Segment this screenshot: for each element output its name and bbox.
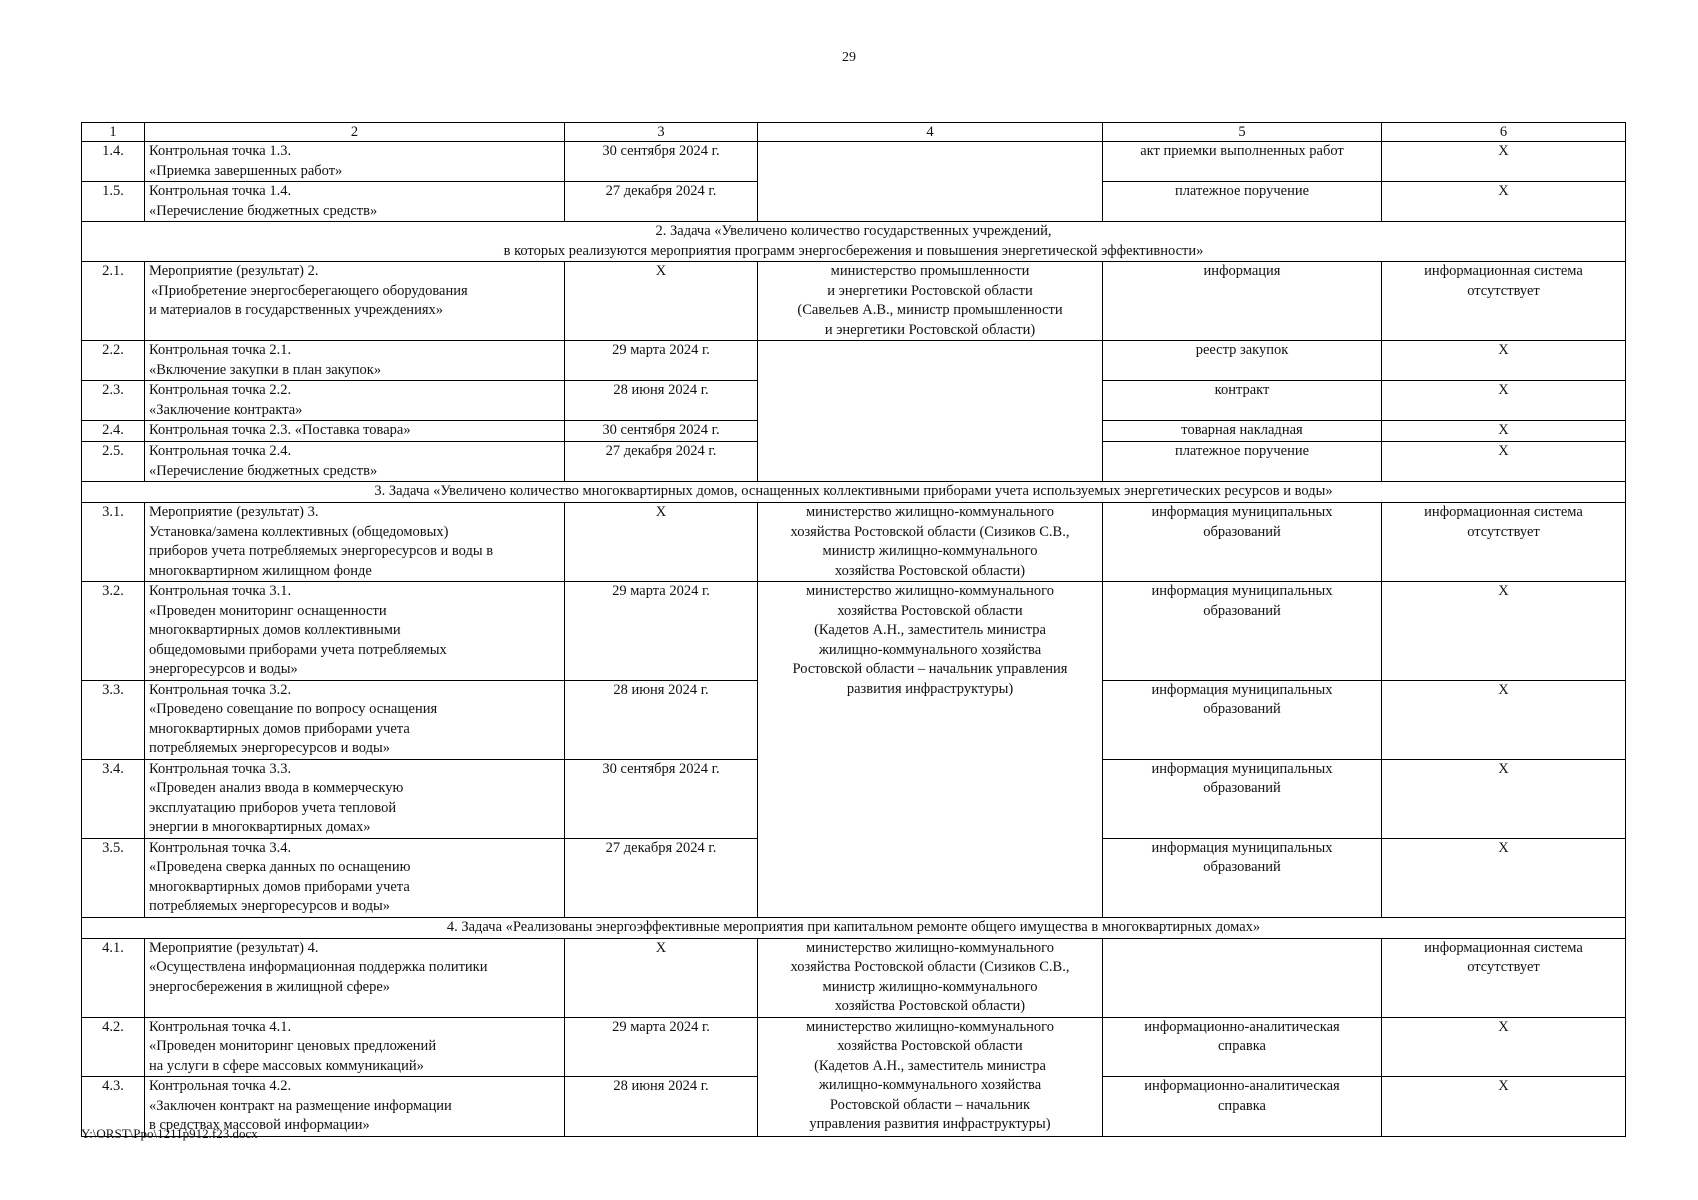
row-number: 3.4. — [82, 759, 145, 838]
row-number: 2.1. — [82, 262, 145, 341]
row-responsible: министерство жилищно-коммунального хозяйства Ростовской области (Кадетов А.Н., заместитель министра жилищно-коммунального хозяйства Ростовской области – начальник управления развития инфраструктуры) — [758, 582, 1103, 918]
table-row — [82, 582, 1626, 681]
task-heading-row — [82, 917, 1626, 938]
row-responsible: министерство жилищно-коммунального хозяйства Ростовской области (Сизиков С.В., министр жилищно-коммунального хозяйства Ростовской области) — [758, 938, 1103, 1017]
row-date: X — [565, 938, 758, 1017]
row-date: 28 июня 2024 г. — [565, 1077, 758, 1137]
row-name: Контрольная точка 2.2. «Заключение контракта» — [145, 381, 565, 421]
row-number: 3.5. — [82, 838, 145, 917]
row-system: информационная система отсутствует — [1382, 938, 1626, 1017]
row-document: реестр закупок — [1103, 341, 1382, 381]
row-system: X — [1382, 142, 1626, 182]
row-document: информация муниципальных образований — [1103, 503, 1382, 582]
row-date: 27 декабря 2024 г. — [565, 442, 758, 482]
row-document: информация — [1103, 262, 1382, 341]
row-number: 3.3. — [82, 680, 145, 759]
row-system: X — [1382, 182, 1626, 222]
row-system: X — [1382, 1017, 1626, 1077]
row-system: X — [1382, 442, 1626, 482]
row-name: Контрольная точка 3.2. «Проведено совещание по вопросу оснащения многоквартирных домов приборами учета потребляемых энергоресурсов и воды» — [145, 680, 565, 759]
column-header: 1 — [82, 123, 145, 142]
row-date: 29 марта 2024 г. — [565, 582, 758, 681]
row-name: Контрольная точка 3.3. «Проведен анализ ввода в коммерческую эксплуатацию приборов учета тепловой энергии в многоквартирных домах» — [145, 759, 565, 838]
row-document: платежное поручение — [1103, 442, 1382, 482]
row-document: акт приемки выполненных работ — [1103, 142, 1382, 182]
table-row — [82, 938, 1626, 1017]
table-header-row — [82, 123, 1626, 142]
row-number: 2.5. — [82, 442, 145, 482]
row-document: информация муниципальных образований — [1103, 838, 1382, 917]
row-responsible: министерство промышленности и энергетики Ростовской области (Савельев А.В., министр промышленности и энергетики Ростовской области) — [758, 262, 1103, 341]
row-name: Контрольная точка 1.3. «Приемка завершенных работ» — [145, 142, 565, 182]
row-date: X — [565, 503, 758, 582]
row-name: Контрольная точка 3.4. «Проведена сверка данных по оснащению многоквартирных домов приборами учета потребляемых энергоресурсов и воды» — [145, 838, 565, 917]
row-system: информационная система отсутствует — [1382, 262, 1626, 341]
row-name: Контрольная точка 4.2. «Заключен контракт на размещение информации в средствах массовой информации» — [145, 1077, 565, 1137]
row-number: 2.4. — [82, 421, 145, 442]
row-date: 30 сентября 2024 г. — [565, 759, 758, 838]
row-system: X — [1382, 759, 1626, 838]
task-heading-row — [82, 222, 1626, 262]
table-row — [82, 341, 1626, 381]
row-date: 27 декабря 2024 г. — [565, 182, 758, 222]
row-system: X — [1382, 341, 1626, 381]
row-system: информационная система отсутствует — [1382, 503, 1626, 582]
column-header: 3 — [565, 123, 758, 142]
row-date: 30 сентября 2024 г. — [565, 421, 758, 442]
column-header: 4 — [758, 123, 1103, 142]
row-date: 30 сентября 2024 г. — [565, 142, 758, 182]
task-heading: 3. Задача «Увеличено количество многоквартирных домов, оснащенных коллективными приборами учета используемых энергетических ресурсов и воды» — [82, 482, 1626, 503]
row-number: 2.3. — [82, 381, 145, 421]
row-system: X — [1382, 680, 1626, 759]
row-number: 1.4. — [82, 142, 145, 182]
row-name: Контрольная точка 2.3. «Поставка товара» — [145, 421, 565, 442]
control-points-table — [81, 122, 1626, 1137]
row-number: 4.1. — [82, 938, 145, 1017]
row-date: 28 июня 2024 г. — [565, 680, 758, 759]
row-document: информация муниципальных образований — [1103, 582, 1382, 681]
row-system: X — [1382, 1077, 1626, 1137]
row-number: 1.5. — [82, 182, 145, 222]
row-date: X — [565, 262, 758, 341]
row-name: Контрольная точка 1.4. «Перечисление бюджетных средств» — [145, 182, 565, 222]
row-document: контракт — [1103, 381, 1382, 421]
row-number: 4.2. — [82, 1017, 145, 1077]
row-responsible: министерство жилищно-коммунального хозяйства Ростовской области (Кадетов А.Н., заместитель министра жилищно-коммунального хозяйства Ростовской области – начальник управления развития инфраструктуры) — [758, 1017, 1103, 1136]
row-responsible: министерство жилищно-коммунального хозяйства Ростовской области (Сизиков С.В., министр жилищно-коммунального хозяйства Ростовской области) — [758, 503, 1103, 582]
row-date: 29 марта 2024 г. — [565, 341, 758, 381]
row-date: 27 декабря 2024 г. — [565, 838, 758, 917]
row-name: Контрольная точка 3.1. «Проведен мониторинг оснащенности многоквартирных домов коллективными общедомовыми приборами учета потребляемых энергоресурсов и воды» — [145, 582, 565, 681]
row-name: Контрольная точка 4.1. «Проведен мониторинг ценовых предложений на услуги в сфере массовых коммуникаций» — [145, 1017, 565, 1077]
row-number: 3.1. — [82, 503, 145, 582]
table-row — [82, 503, 1626, 582]
row-number: 4.3. — [82, 1077, 145, 1137]
row-date: 29 марта 2024 г. — [565, 1017, 758, 1077]
row-number: 3.2. — [82, 582, 145, 681]
column-header: 2 — [145, 123, 565, 142]
row-document: информация муниципальных образований — [1103, 759, 1382, 838]
task-heading: 4. Задача «Реализованы энергоэффективные мероприятия при капитальном ремонте общего имущества в многоквартирных домах» — [82, 917, 1626, 938]
task-heading: 2. Задача «Увеличено количество государственных учреждений, в которых реализуются мероприятия программ энергосбережения и повышения энергетической эффективности» — [82, 222, 1626, 262]
row-name: Мероприятие (результат) 4. «Осуществлена информационная поддержка политики энергосбережения в жилищной сфере» — [145, 938, 565, 1017]
page-number: 29 — [842, 50, 856, 65]
row-document: информационно-аналитическая справка — [1103, 1017, 1382, 1077]
row-number: 2.2. — [82, 341, 145, 381]
row-system: X — [1382, 582, 1626, 681]
row-name: Мероприятие (результат) 3. Установка/замена коллективных (общедомовых) приборов учета потребляемых энергоресурсов и воды в многоквартирном жилищном фонде — [145, 503, 565, 582]
row-responsible — [758, 142, 1103, 222]
row-system: X — [1382, 838, 1626, 917]
task-heading-row — [82, 482, 1626, 503]
row-name: Контрольная точка 2.4. «Перечисление бюджетных средств» — [145, 442, 565, 482]
table-row — [82, 142, 1626, 182]
row-date: 28 июня 2024 г. — [565, 381, 758, 421]
row-document: информация муниципальных образований — [1103, 680, 1382, 759]
row-name: Контрольная точка 2.1. «Включение закупки в план закупок» — [145, 341, 565, 381]
row-system: X — [1382, 381, 1626, 421]
row-document — [1103, 938, 1382, 1017]
row-name: Мероприятие (результат) 2. «Приобретение энергосберегающего оборудования и материалов в государственных учреждениях» — [145, 262, 565, 341]
column-header: 5 — [1103, 123, 1382, 142]
row-responsible — [758, 341, 1103, 482]
table-row — [82, 1017, 1626, 1077]
file-path-footer: Y:\ORST\Ppo\1211p912.f23.docx — [81, 1126, 258, 1141]
row-system: X — [1382, 421, 1626, 442]
row-document: товарная накладная — [1103, 421, 1382, 442]
table-row — [82, 262, 1626, 341]
column-header: 6 — [1382, 123, 1626, 142]
row-document: платежное поручение — [1103, 182, 1382, 222]
row-document: информационно-аналитическая справка — [1103, 1077, 1382, 1137]
